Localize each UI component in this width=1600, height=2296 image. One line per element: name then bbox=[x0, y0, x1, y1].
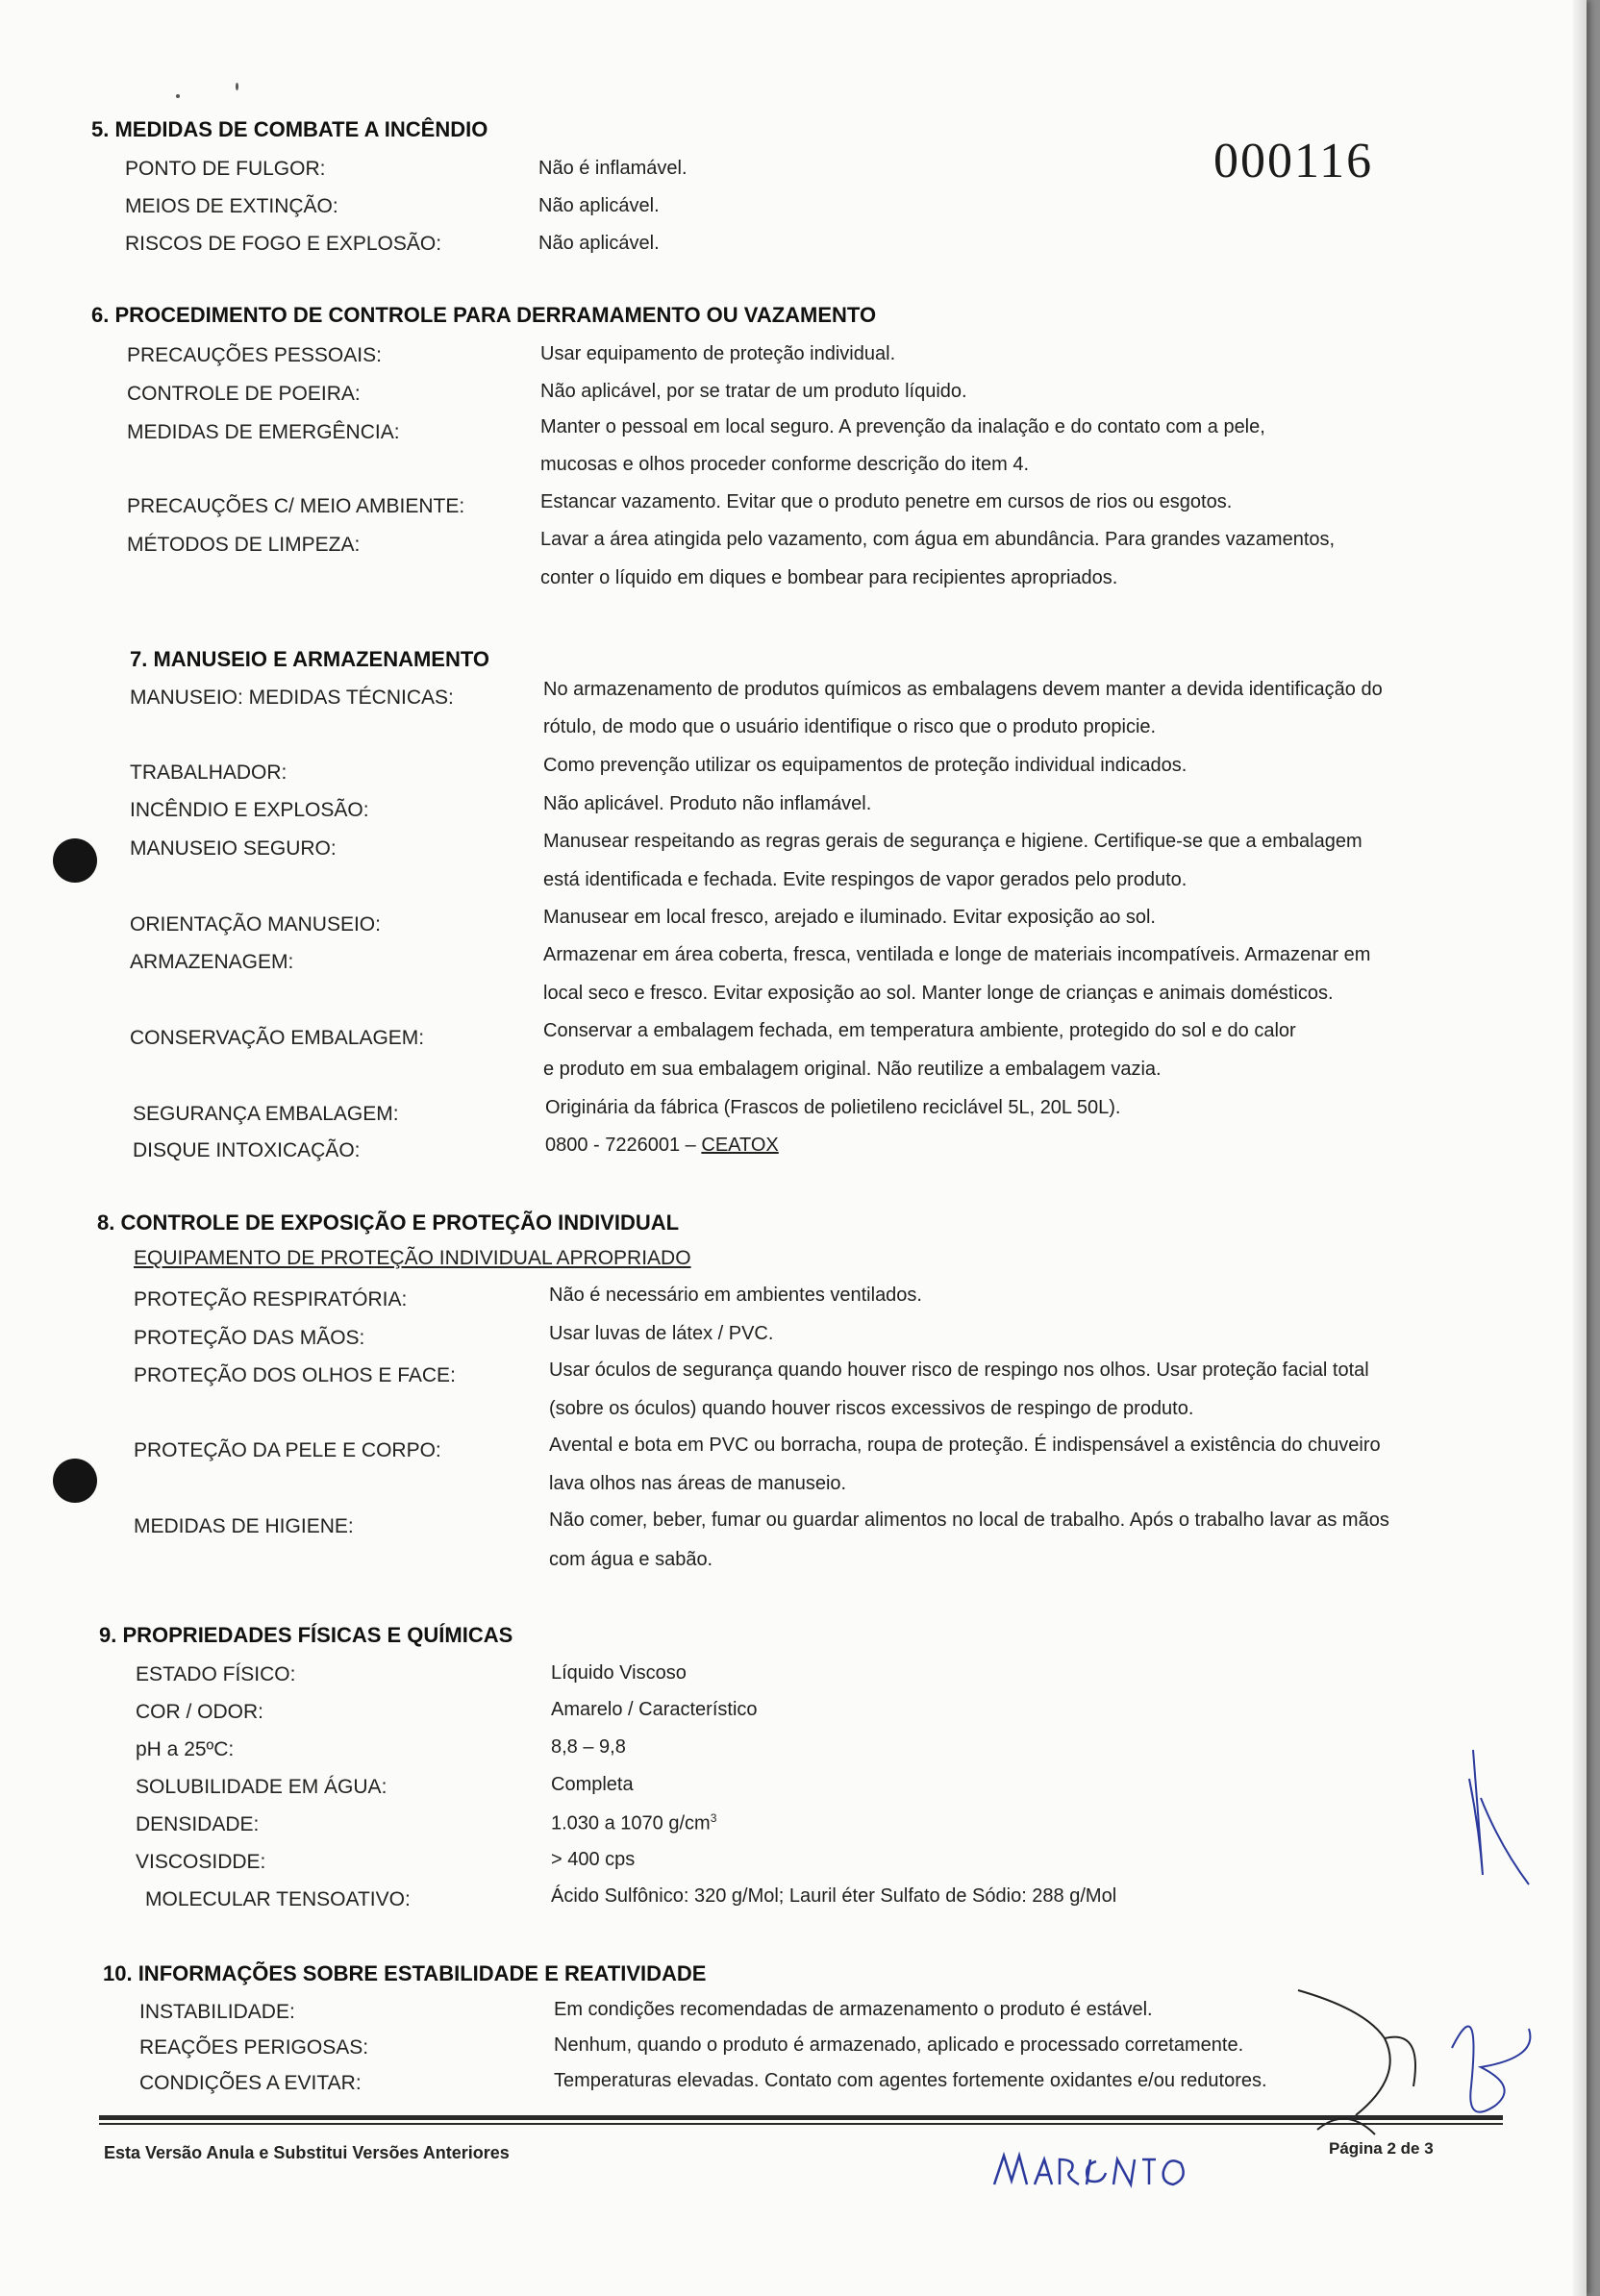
value-meios-de-extincao: Não aplicável. bbox=[538, 195, 660, 216]
value-medidas-de-emergencia-line-1: Manter o pessoal em local seguro. A prevenção da inalação e do contato com a pele, bbox=[540, 416, 1265, 437]
handwritten-signature bbox=[1288, 1971, 1577, 2144]
label-trabalhador: TRABALHADOR: bbox=[130, 761, 288, 784]
ceatox-link[interactable]: CEATOX bbox=[701, 1135, 779, 1156]
label-incendio-e-explosao: INCÊNDIO E EXPLOSÃO: bbox=[130, 799, 369, 821]
value-reacoes-perigosas: Nenhum, quando o produto é armazenado, aplicado e processado corretamente. bbox=[554, 2034, 1244, 2056]
value-medidas-de-higiene-line-2: com água e sabão. bbox=[549, 1549, 713, 1570]
label-controle-de-poeira: CONTROLE DE POEIRA: bbox=[127, 383, 361, 405]
value-armazenagem-line-1: Armazenar em área coberta, fresca, ventilada e longe de materiais incompatíveis. Armazenar em bbox=[543, 944, 1371, 965]
label-cor-odor: COR / ODOR: bbox=[136, 1701, 264, 1723]
value-manuseio-seguro-line-2: está identificada e fechada. Evite respingos de vapor gerados pelo produto. bbox=[543, 869, 1188, 890]
value-conservacao-embalagem-line-2: e produto em sua embalagem original. Não reutilize a embalagem vazia. bbox=[543, 1059, 1162, 1080]
label-molecular-tensoativo: MOLECULAR TENSOATIVO: bbox=[145, 1888, 411, 1910]
value-protecao-olhos-face-line-1: Usar óculos de segurança quando houver risco de respingo nos olhos. Usar proteção facial total bbox=[549, 1360, 1369, 1381]
value-estado-fisico: Líquido Viscoso bbox=[551, 1662, 687, 1684]
label-medidas-de-higiene: MEDIDAS DE HIGIENE: bbox=[134, 1515, 354, 1537]
value-precaucoes-pessoais: Usar equipamento de proteção individual. bbox=[540, 343, 896, 364]
label-riscos-de-fogo: RISCOS DE FOGO E EXPLOSÃO: bbox=[125, 233, 442, 255]
label-reacoes-perigosas: REAÇÕES PERIGOSAS: bbox=[139, 2036, 369, 2059]
label-orientacao-manuseio: ORIENTAÇÃO MANUSEIO: bbox=[130, 913, 381, 936]
densidade-exponent: 3 bbox=[710, 1811, 717, 1825]
label-armazenagem: ARMAZENAGEM: bbox=[130, 951, 294, 973]
label-precaucoes-pessoais: PRECAUÇÕES PESSOAIS: bbox=[127, 344, 382, 366]
scan-speck bbox=[176, 94, 180, 98]
label-protecao-pele-corpo: PROTEÇÃO DA PELE E CORPO: bbox=[134, 1439, 441, 1461]
value-medidas-de-emergencia-line-2: mucosas e olhos proceder conforme descrição do item 4. bbox=[540, 454, 1030, 475]
section-8-subtitle: EQUIPAMENTO DE PROTEÇÃO INDIVIDUAL APROPRIADO bbox=[134, 1247, 691, 1269]
value-molecular-tensoativo: Ácido Sulfônico: 320 g/Mol; Lauril éter Sulfato de Sódio: 288 g/Mol bbox=[551, 1885, 1117, 1907]
value-protecao-olhos-face-line-2: (sobre os óculos) quando houver riscos excessivos de respingo de produto. bbox=[549, 1398, 1194, 1419]
punch-hole bbox=[53, 838, 97, 883]
label-instabilidade: INSTABILIDADE: bbox=[139, 2001, 295, 2023]
value-manuseio-seguro-line-1: Manusear respeitando as regras gerais de segurança e higiene. Certifique-se que a embalagem bbox=[543, 831, 1362, 852]
value-viscosidade: > 400 cps bbox=[551, 1849, 636, 1870]
value-orientacao-manuseio: Manusear em local fresco, arejado e iluminado. Evitar exposição ao sol. bbox=[543, 907, 1156, 928]
value-condicoes-a-evitar: Temperaturas elevadas. Contato com agentes fortemente oxidantes e/ou redutores. bbox=[554, 2070, 1267, 2091]
value-metodos-de-limpeza-line-2: conter o líquido em diques e bombear para recipientes apropriados. bbox=[540, 567, 1118, 588]
value-conservacao-embalagem-line-1: Conservar a embalagem fechada, em temperatura ambiente, protegido do sol e do calor bbox=[543, 1020, 1296, 1041]
section-6-title: 6. PROCEDIMENTO DE CONTROLE PARA DERRAMAMENTO OU VAZAMENTO bbox=[91, 303, 877, 327]
value-medidas-tecnicas-line-1: No armazenamento de produtos químicos as embalagens devem manter a devida identificação do bbox=[543, 679, 1383, 700]
label-medidas-tecnicas: MANUSEIO: MEDIDAS TÉCNICAS: bbox=[130, 686, 454, 709]
label-protecao-respiratoria: PROTEÇÃO RESPIRATÓRIA: bbox=[134, 1288, 408, 1310]
section-8-title: 8. CONTROLE DE EXPOSIÇÃO E PROTEÇÃO INDIVIDUAL bbox=[97, 1210, 680, 1235]
label-protecao-olhos-face: PROTEÇÃO DOS OLHOS E FACE: bbox=[134, 1364, 456, 1386]
document-number: 000116 bbox=[1213, 134, 1374, 188]
value-disque-intoxicacao bbox=[545, 1135, 779, 1157]
label-protecao-das-maos: PROTEÇÃO DAS MÃOS: bbox=[134, 1327, 365, 1349]
section-9-title: 9. PROPRIEDADES FÍSICAS E QUÍMICAS bbox=[99, 1623, 513, 1647]
handwritten-initial-mark bbox=[1462, 1740, 1538, 1894]
value-medidas-tecnicas-line-2: rótulo, de modo que o usuário identifique o risco que o produto propicie. bbox=[543, 716, 1157, 737]
punch-hole bbox=[53, 1459, 97, 1503]
label-medidas-de-emergencia: MEDIDAS DE EMERGÊNCIA: bbox=[127, 421, 400, 443]
value-protecao-pele-corpo-line-2: lava olhos nas áreas de manuseio. bbox=[549, 1473, 847, 1494]
label-manuseio-seguro: MANUSEIO SEGURO: bbox=[130, 837, 337, 860]
page-number: Página 2 de 3 bbox=[1329, 2139, 1434, 2158]
phone-number: 0800 - 7226001 – bbox=[545, 1135, 702, 1156]
value-protecao-respiratoria: Não é necessário em ambientes ventilados. bbox=[549, 1285, 922, 1306]
scan-speck bbox=[236, 83, 238, 90]
label-metodos-de-limpeza: MÉTODOS DE LIMPEZA: bbox=[127, 534, 361, 556]
value-medidas-de-higiene-line-1: Não comer, beber, fumar ou guardar alimentos no local de trabalho. Após o trabalho lavar as mãos bbox=[549, 1510, 1389, 1531]
section-7-title: 7. MANUSEIO E ARMAZENAMENTO bbox=[130, 647, 490, 671]
value-seguranca-embalagem: Originária da fábrica (Frascos de polietileno reciclável 5L, 20L 50L). bbox=[545, 1097, 1121, 1118]
value-protecao-das-maos: Usar luvas de látex / PVC. bbox=[549, 1323, 774, 1344]
value-instabilidade: Em condições recomendadas de armazenamento o produto é estável. bbox=[554, 1999, 1153, 2020]
label-estado-fisico: ESTADO FÍSICO: bbox=[136, 1663, 296, 1685]
label-ph: pH a 25ºC: bbox=[136, 1738, 235, 1760]
label-disque-intoxicacao: DISQUE INTOXICAÇÃO: bbox=[133, 1139, 361, 1161]
value-ph: 8,8 – 9,8 bbox=[551, 1736, 626, 1758]
section-10-title: 10. INFORMAÇÕES SOBRE ESTABILIDADE E REATIVIDADE bbox=[103, 1961, 707, 1985]
label-condicoes-a-evitar: CONDIÇÕES A EVITAR: bbox=[139, 2072, 362, 2094]
section-5-title: 5. MEDIDAS DE COMBATE A INCÊNDIO bbox=[91, 117, 488, 141]
value-densidade bbox=[551, 1811, 716, 1835]
label-ponto-de-fulgor: PONTO DE FULGOR: bbox=[125, 158, 326, 180]
handwritten-name-scribble bbox=[990, 2146, 1202, 2204]
value-cor-odor: Amarelo / Característico bbox=[551, 1699, 758, 1720]
value-protecao-pele-corpo-line-1: Avental e bota em PVC ou borracha, roupa de proteção. É indispensável a existência do chuveiro bbox=[549, 1435, 1381, 1456]
label-seguranca-embalagem: SEGURANÇA EMBALAGEM: bbox=[133, 1103, 399, 1125]
label-precaucoes-meio-ambiente: PRECAUÇÕES C/ MEIO AMBIENTE: bbox=[127, 495, 465, 517]
value-riscos-de-fogo: Não aplicável. bbox=[538, 233, 660, 254]
value-metodos-de-limpeza-line-1: Lavar a área atingida pelo vazamento, com água em abundância. Para grandes vazamentos, bbox=[540, 529, 1336, 550]
value-trabalhador: Como prevenção utilizar os equipamentos de proteção individual indicados. bbox=[543, 755, 1188, 776]
scan-edge bbox=[1573, 0, 1587, 2296]
value-controle-de-poeira: Não aplicável, por se tratar de um produto líquido. bbox=[540, 381, 967, 402]
densidade-text: 1.030 a 1070 g/cm bbox=[551, 1812, 711, 1834]
label-solubilidade: SOLUBILIDADE EM ÁGUA: bbox=[136, 1776, 388, 1798]
value-precaucoes-meio-ambiente: Estancar vazamento. Evitar que o produto penetre em cursos de rios ou esgotos. bbox=[540, 491, 1233, 512]
value-solubilidade: Completa bbox=[551, 1774, 634, 1795]
label-viscosidade: VISCOSIDDE: bbox=[136, 1851, 266, 1873]
footer-version-note: Esta Versão Anula e Substitui Versões Anteriores bbox=[104, 2143, 510, 2162]
label-densidade: DENSIDADE: bbox=[136, 1813, 260, 1835]
value-armazenagem-line-2: local seco e fresco. Evitar exposição ao sol. Manter longe de crianças e animais domésticos. bbox=[543, 983, 1334, 1004]
label-conservacao-embalagem: CONSERVAÇÃO EMBALAGEM: bbox=[130, 1027, 425, 1049]
value-ponto-de-fulgor: Não é inflamável. bbox=[538, 158, 688, 179]
label-meios-de-extincao: MEIOS DE EXTINÇÃO: bbox=[125, 195, 338, 217]
value-incendio-e-explosao: Não aplicável. Produto não inflamável. bbox=[543, 793, 872, 814]
